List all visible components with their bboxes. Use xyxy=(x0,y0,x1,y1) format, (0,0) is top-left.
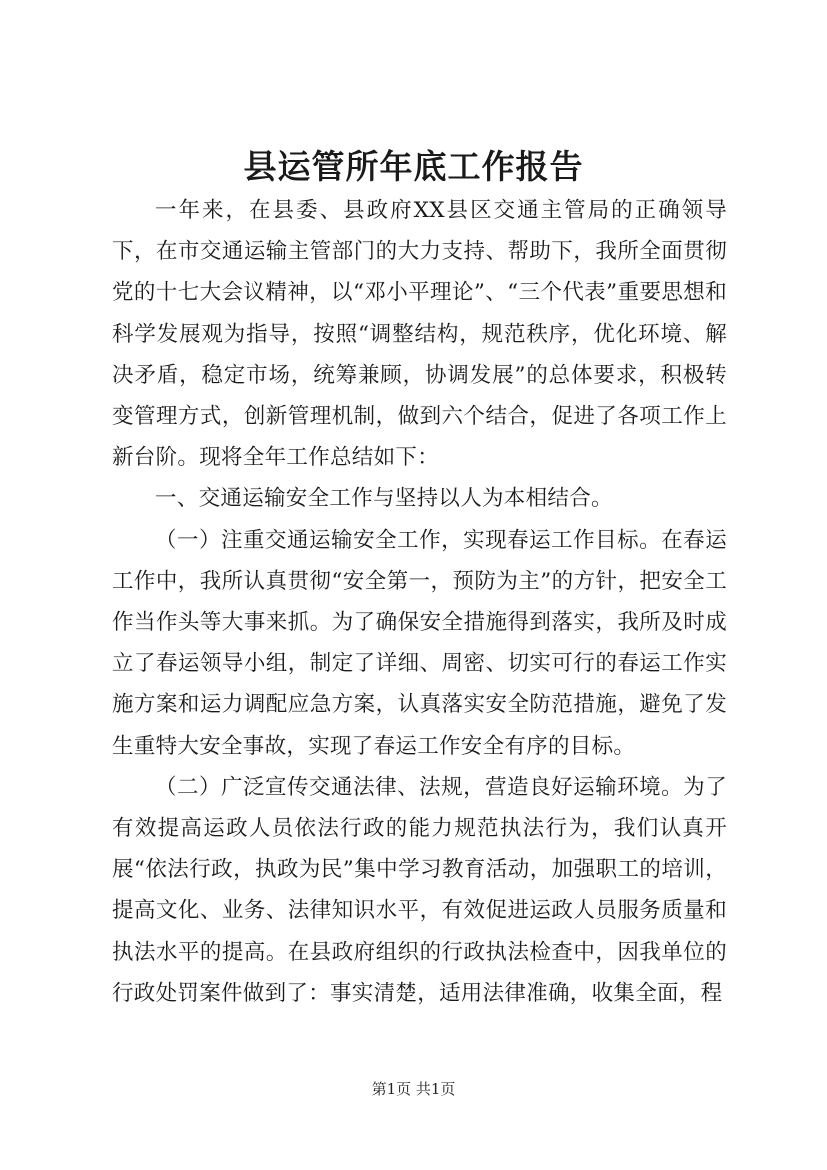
paragraph-section-heading: 一、交通运输安全工作与坚持以人为本相结合。 xyxy=(155,486,613,512)
document-title: 县运管所年底工作报告 xyxy=(243,147,584,186)
document-body xyxy=(112,190,727,1014)
paragraph-spring-transport: （一）注重交通运输安全工作，实现春运工作目标。在春运工作中，我所认真贯彻“安全第一，预防为主”的方针，把安全工作当作头等大事来抓。为了确保安全措施得到落实，我所及时成立了春运领导小组，制定了详细、周密、切实可行的春运工作实施方案和运力调配应急方案，认真落实安全防范措施，避免了发生重特大安全事故，实现了春运工作安全有序的目标。 xyxy=(112,527,727,759)
paragraph-intro: 一年来，在县委、县政府XX县区交通主管局的正确领导下，在市交通运输主管部门的大力支持、帮助下，我所全面贯彻党的十七大会议精神，以“邓小平理论”、“三个代表”重要思想和科学发展观为指导，按照“调整结构，规范秩序，优化环境、解决矛盾，稳定市场，统筹兼顾，协调发展”的总体要求，积极转变管理方式，创新管理机制，做到六个结合，促进了各项工作上新台阶。现将全年工作总结如下： xyxy=(112,198,727,471)
page-footer: 第1页 共1页 xyxy=(371,1080,456,1098)
paragraph-law-promotion: （二）广泛宣传交通法律、法规，营造良好运输环境。为了有效提高运政人员依法行政的能力规范执法行为，我们认真开展“依法行政，执政为民”集中学习教育活动，加强职工的培训，提高文化、业务、法律知识水平，有效促进运政人员服务质量和执法水平的提高。在县政府组织的行政执法检查中，因我单位的行政处罚案件做到了：事实清楚，适用法律准确，收集全面，程 xyxy=(112,774,727,1006)
